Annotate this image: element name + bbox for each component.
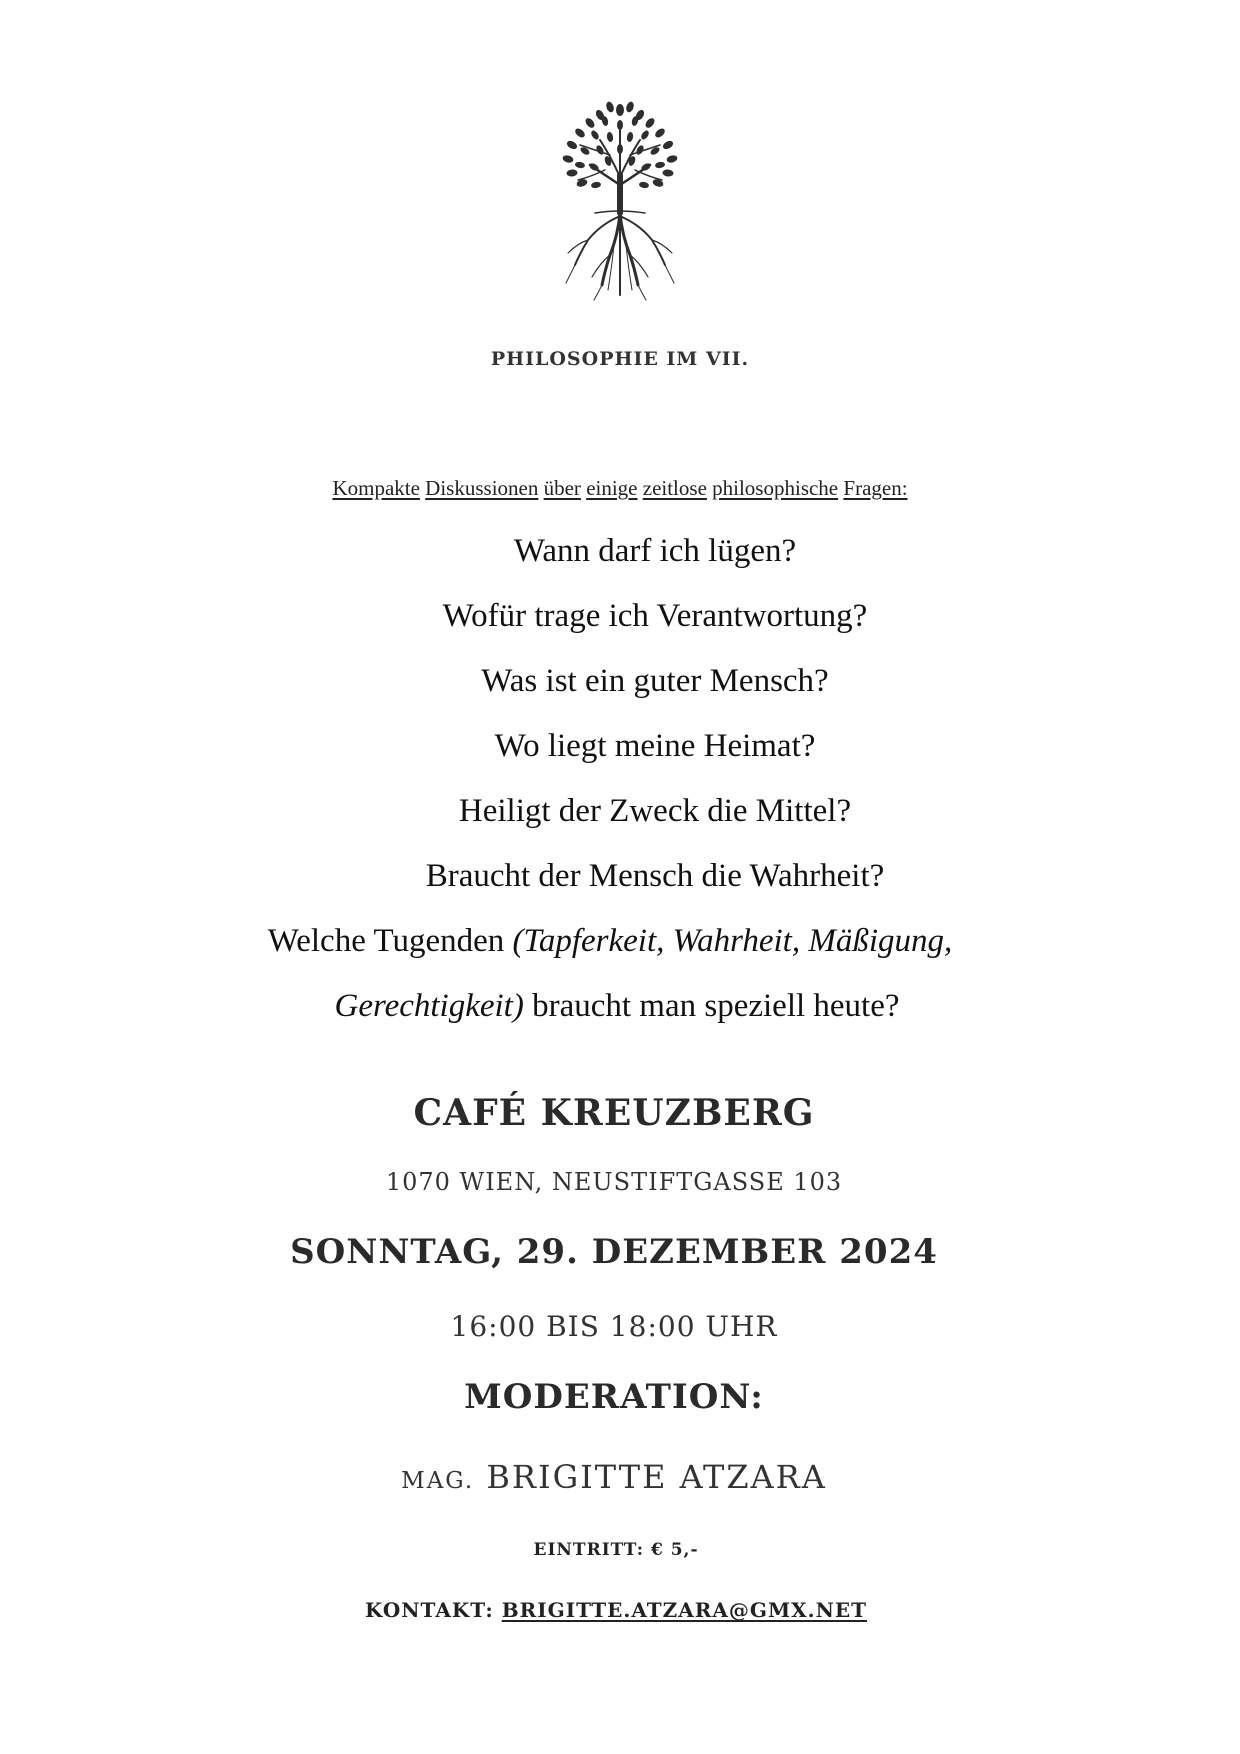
event-time: 16:00 BIS 18:00 UHR: [450, 1310, 778, 1343]
question-2: Wofür trage ich Verantwortung?: [442, 598, 868, 634]
intro-word: zeitlose: [642, 476, 707, 500]
question-7-suffix: braucht man speziell heute?: [523, 988, 900, 1024]
question-7-line-2: [0, 988, 1237, 1025]
intro-word: über: [543, 476, 581, 500]
intro-word: philosophische: [712, 476, 839, 500]
intro-word: Fragen:: [843, 476, 908, 500]
moderation-label: MODERATION:: [464, 1377, 764, 1417]
question-1: Wann darf ich lügen?: [513, 533, 797, 569]
contact-email-link[interactable]: BRIGITTE.ATZARA@GMX.NET: [501, 1598, 867, 1622]
venue-name: CAFÉ KREUZBERG: [413, 1092, 815, 1134]
question-7-virtues: (Tapferkeit, Wahrheit, Mäßigung,: [512, 923, 953, 959]
intro-word: Diskussionen: [425, 476, 539, 500]
moderator: [0, 1458, 1234, 1496]
contact-label: KONTAKT:: [364, 1598, 502, 1622]
intro-word: Kompakte: [332, 476, 420, 500]
intro-line: [0, 476, 1240, 501]
event-date: SONNTAG, 29. DEZEMBER 2024: [290, 1232, 938, 1272]
header-title: PHILOSOPHIE IM VII.: [490, 348, 750, 370]
question-7-line-1: [0, 923, 1230, 960]
moderator-title: MAG.: [401, 1468, 475, 1494]
entry-fee: EINTRITT: € 5,-: [533, 1540, 699, 1560]
venue-address: 1070 WIEN, NEUSTIFTGASSE 103: [385, 1168, 843, 1196]
question-7-virtues-end: Gerechtigkeit): [334, 988, 524, 1024]
question-7-prefix: Welche Tugenden: [267, 923, 513, 959]
question-3: Was ist ein guter Mensch?: [481, 663, 829, 699]
question-5: Heiligt der Zweck die Mittel?: [458, 793, 852, 829]
contact-line: [0, 1598, 1236, 1622]
tree-with-roots-icon: [550, 95, 690, 305]
question-6: Braucht der Mensch die Wahrheit?: [425, 858, 885, 894]
intro-word: einige: [586, 476, 638, 500]
moderator-name: BRIGITTE ATZARA: [486, 1458, 827, 1496]
question-4: Wo liegt meine Heimat?: [494, 728, 816, 764]
